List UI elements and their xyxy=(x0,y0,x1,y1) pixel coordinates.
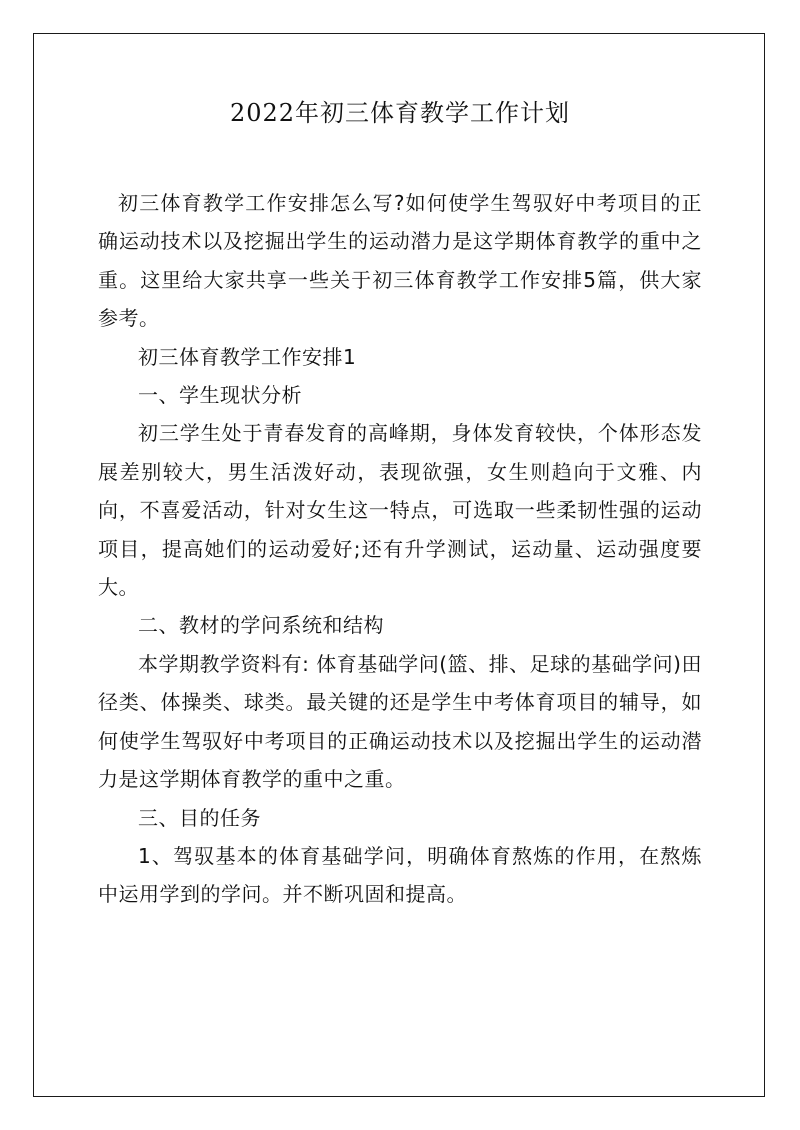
section-heading-plan-1: 初三体育教学工作安排1 xyxy=(138,344,357,369)
body-paragraph-teaching-materials: 本学期教学资料有: 体育基础学问(篮、排、足球的基础学问)田径类、体操类、球类。最关键的还是学生中考体育项目的辅导，如何使学生驾驭好中考项目的正确运动技术以及挖掘出学生的运动潜力是这学期体育教学的重中之重。 xyxy=(98,651,702,792)
document-body xyxy=(98,184,702,914)
document-title: 2022年初三体育教学工作计划 xyxy=(229,99,571,127)
section-heading-teaching-materials: 二、教材的学问系统和结构 xyxy=(138,613,384,638)
body-paragraph-student-analysis: 初三学生处于青春发育的高峰期，身体发育较快，个体形态发展差别较大，男生活泼好动，表现欲强，女生则趋向于文雅、内向，不喜爱活动，针对女生这一特点，可选取一些柔韧性强的运动项目，提高她们的运动爱好;还有升学测试，运动量、运动强度要大。 xyxy=(98,421,702,600)
intro-paragraph: 初三体育教学工作安排怎么写?如何使学生驾驭好中考项目的正确运动技术以及挖掘出学生的运动潜力是这学期体育教学的重中之重。这里给大家共享一些关于初三体育教学工作安排5篇，供大家参考。 xyxy=(98,191,702,331)
body-paragraph-objective-1: 1、驾驭基本的体育基础学问，明确体育熬炼的作用，在熬炼中运用学到的学问。并不断巩固和提高。 xyxy=(98,843,702,907)
section-heading-objectives: 三、目的任务 xyxy=(138,805,261,830)
section-heading-student-analysis: 一、学生现状分析 xyxy=(138,383,302,408)
